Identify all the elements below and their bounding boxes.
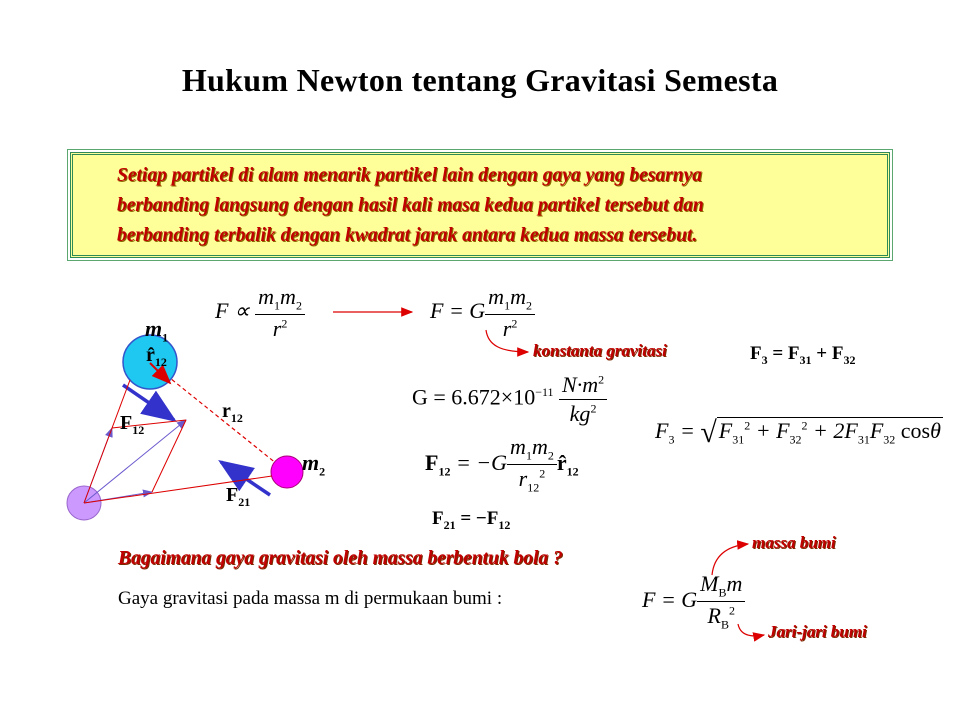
- equation-f3-sum: $F_3 = F_{31} + F_{32}$: [750, 343, 856, 367]
- label-f12: $F_{12}$: [120, 412, 145, 437]
- label-r12-hat: $r̂_{12}$: [146, 344, 167, 369]
- equation-g-value: $G = 6.672\times 10^{-11}$ $\frac{N\cdot m^2}{kg^2}$: [412, 372, 607, 427]
- law-line-3: berbanding terbalik dengan kwadrat jarak antara kedua massa tersebut.: [117, 225, 698, 246]
- law-line-1: Setiap partikel di alam menarik partikel lain dengan gaya yang besarnya: [117, 165, 703, 186]
- equation-newton-law: F = G $\frac{m_1m_2}{r^2}$: [430, 284, 535, 342]
- label-m2: $m_2$: [302, 450, 326, 479]
- parallelogram-edge-2: [152, 420, 186, 492]
- surface-gravity-text: Gaya gravitasi pada massa m di permukaan bumi :: [118, 588, 503, 609]
- equation-f3-magnitude: $F_3 = √F_{31}^2 + F_{32}^2 + 2F_{31}F_{32}$ cosθ: [655, 416, 941, 449]
- mass-m2-circle: [271, 456, 303, 488]
- law-line-2: berbanding langsung dengan hasil kali masa kedua partikel tersebut dan: [117, 195, 704, 216]
- label-jari-jari-bumi: Jari-jari bumi: [768, 622, 867, 641]
- question-text: Bagaimana gaya gravitasi oleh massa berbentuk bola ?: [118, 548, 563, 569]
- label-konstanta-gravitasi: konstanta gravitasi: [533, 341, 667, 360]
- equation-surface-gravity: F = G $\frac{M_Bm}{R_B^2}$: [642, 571, 745, 633]
- equation-f12-vector: $F_{12} = -G$ $\frac{m_1m_2}{r_{12}^2}$ $r̂_{12}$: [425, 434, 579, 495]
- label-massa-bumi: massa bumi: [752, 533, 836, 552]
- equation-proportional: F ∝ $\frac{m_1m_2}{r^2}$: [215, 284, 305, 342]
- equation-f21-f12: $F_{21} = -F_{12}$: [432, 508, 511, 532]
- label-r12: $r_{12}$: [222, 400, 243, 425]
- label-m1: $m_1$: [145, 316, 169, 345]
- label-f21: $F_{21}$: [226, 484, 251, 509]
- page-title: Hukum Newton tentang Gravitasi Semesta: [181, 62, 779, 98]
